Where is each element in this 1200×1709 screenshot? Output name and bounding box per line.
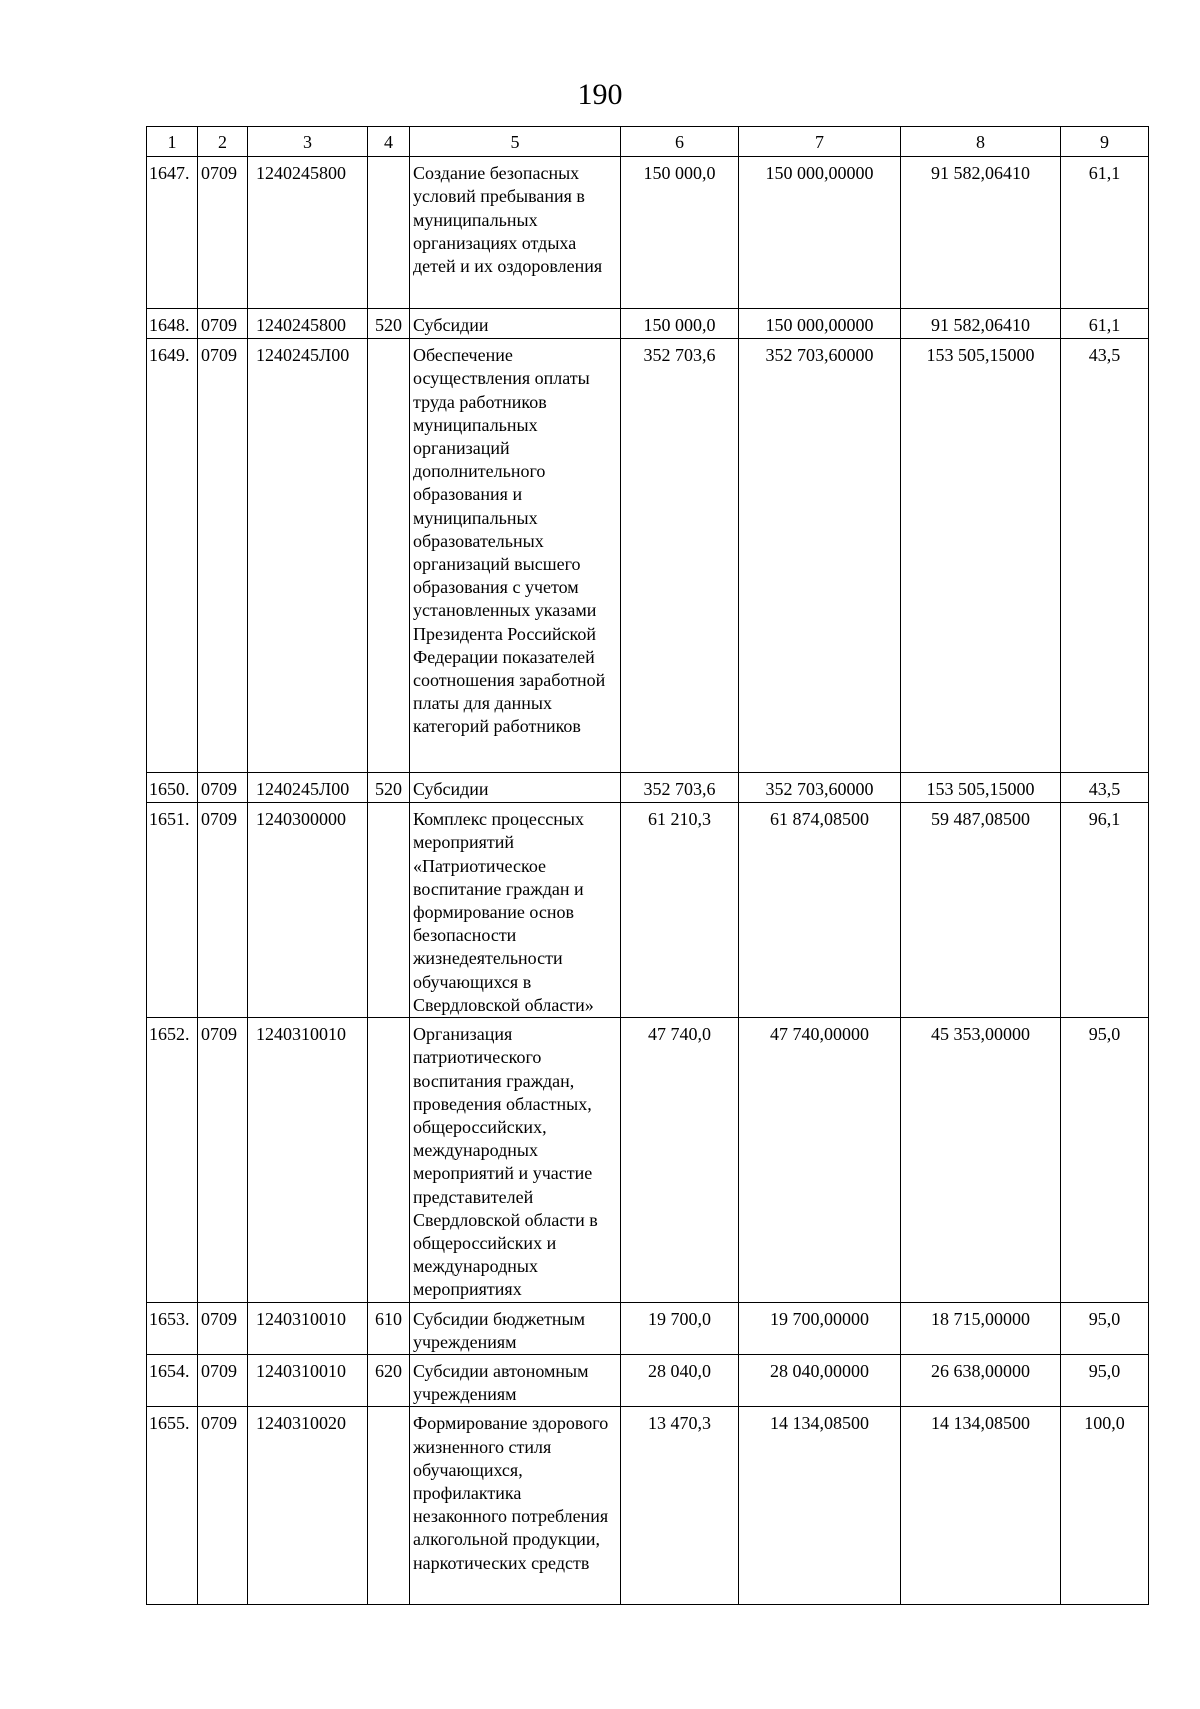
col6-value: 19 700,0 [621,1302,739,1354]
col6-value: 150 000,0 [621,309,739,339]
expense-type: 620 [368,1355,410,1407]
table-row [147,157,1149,309]
target-code: 1240310010 [248,1355,368,1407]
col9-value: 100,0 [1061,1407,1149,1605]
table-row [147,1407,1149,1605]
target-code: 1240300000 [248,803,368,1018]
item-name: Формирование здорового жизненного стиля обучающихся, профилактика незаконного потребления алкогольной продукции, наркотических средств [410,1407,621,1605]
column-header: 6 [621,127,739,157]
column-header: 9 [1061,127,1149,157]
item-name: Создание безопасных условий пребывания в муниципальных организациях отдыха детей и их оздоровления [410,157,621,309]
col9-value: 95,0 [1061,1355,1149,1407]
item-name: Субсидии [410,773,621,803]
expense-type: 610 [368,1302,410,1354]
expense-type [368,339,410,773]
col8-value: 153 505,15000 [901,339,1061,773]
table-row [147,1355,1149,1407]
item-name: Обеспечение осуществления оплаты труда работников муниципальных организаций дополнительного образования и муниципальных образовательных организаций высшего образования с учетом установленных указами Президента Российской Федерации показателей соотношения заработной платы для данных категорий работников [410,339,621,773]
target-code: 1240310010 [248,1018,368,1302]
col7-value: 61 874,08500 [739,803,901,1018]
col6-value: 352 703,6 [621,339,739,773]
expense-type: 520 [368,309,410,339]
col6-value: 28 040,0 [621,1355,739,1407]
col9-value: 43,5 [1061,339,1149,773]
expense-type [368,157,410,309]
col6-value: 150 000,0 [621,157,739,309]
col8-value: 45 353,00000 [901,1018,1061,1302]
col9-value: 95,0 [1061,1018,1149,1302]
column-header: 5 [410,127,621,157]
expense-type [368,803,410,1018]
table-row [147,1302,1149,1354]
col6-value: 13 470,3 [621,1407,739,1605]
col8-value: 153 505,15000 [901,773,1061,803]
col8-value: 59 487,08500 [901,803,1061,1018]
table-row [147,773,1149,803]
section-code: 0709 [198,339,248,773]
section-code: 0709 [198,1018,248,1302]
column-header: 3 [248,127,368,157]
column-header: 2 [198,127,248,157]
col7-value: 28 040,00000 [739,1355,901,1407]
col9-value: 43,5 [1061,773,1149,803]
col6-value: 47 740,0 [621,1018,739,1302]
col8-value: 18 715,00000 [901,1302,1061,1354]
section-code: 0709 [198,309,248,339]
col7-value: 352 703,60000 [739,339,901,773]
section-code: 0709 [198,1407,248,1605]
budget-table [146,126,1149,1605]
col7-value: 47 740,00000 [739,1018,901,1302]
col7-value: 352 703,60000 [739,773,901,803]
row-number: 1652. [147,1018,198,1302]
item-name: Комплекс процессных мероприятий «Патриотическое воспитание граждан и формирование основ безопасности жизнедеятельности обучающихся в Свердловской области» [410,803,621,1018]
row-number: 1649. [147,339,198,773]
column-header: 8 [901,127,1061,157]
item-name: Организация патриотического воспитания граждан, проведения областных, общероссийских, международных мероприятий и участие представителей Свердловской области в общероссийских и международных мероприятиях [410,1018,621,1302]
page-number: 190 [577,78,623,111]
target-code: 1240310010 [248,1302,368,1354]
target-code: 1240245800 [248,309,368,339]
target-code: 1240245Л00 [248,773,368,803]
table-row [147,1018,1149,1302]
table-row [147,339,1149,773]
col6-value: 352 703,6 [621,773,739,803]
item-name: Субсидии [410,309,621,339]
col8-value: 26 638,00000 [901,1355,1061,1407]
row-number: 1655. [147,1407,198,1605]
table-row [147,309,1149,339]
col9-value: 95,0 [1061,1302,1149,1354]
row-number: 1650. [147,773,198,803]
row-number: 1654. [147,1355,198,1407]
section-code: 0709 [198,1302,248,1354]
col7-value: 150 000,00000 [739,309,901,339]
target-code: 1240245800 [248,157,368,309]
column-header: 7 [739,127,901,157]
col7-value: 150 000,00000 [739,157,901,309]
col7-value: 14 134,08500 [739,1407,901,1605]
row-number: 1648. [147,309,198,339]
row-number: 1651. [147,803,198,1018]
column-header: 1 [147,127,198,157]
row-number: 1653. [147,1302,198,1354]
col7-value: 19 700,00000 [739,1302,901,1354]
col6-value: 61 210,3 [621,803,739,1018]
col9-value: 61,1 [1061,157,1149,309]
header-row [147,127,1149,157]
item-name: Субсидии бюджетным учреждениям [410,1302,621,1354]
target-code: 1240245Л00 [248,339,368,773]
target-code: 1240310020 [248,1407,368,1605]
table-row [147,803,1149,1018]
expense-type [368,1018,410,1302]
col8-value: 91 582,06410 [901,157,1061,309]
col8-value: 14 134,08500 [901,1407,1061,1605]
expense-type: 520 [368,773,410,803]
col9-value: 61,1 [1061,309,1149,339]
col9-value: 96,1 [1061,803,1149,1018]
section-code: 0709 [198,773,248,803]
section-code: 0709 [198,1355,248,1407]
col8-value: 91 582,06410 [901,309,1061,339]
item-name: Субсидии автономным учреждениям [410,1355,621,1407]
section-code: 0709 [198,157,248,309]
row-number: 1647. [147,157,198,309]
expense-type [368,1407,410,1605]
section-code: 0709 [198,803,248,1018]
column-header: 4 [368,127,410,157]
